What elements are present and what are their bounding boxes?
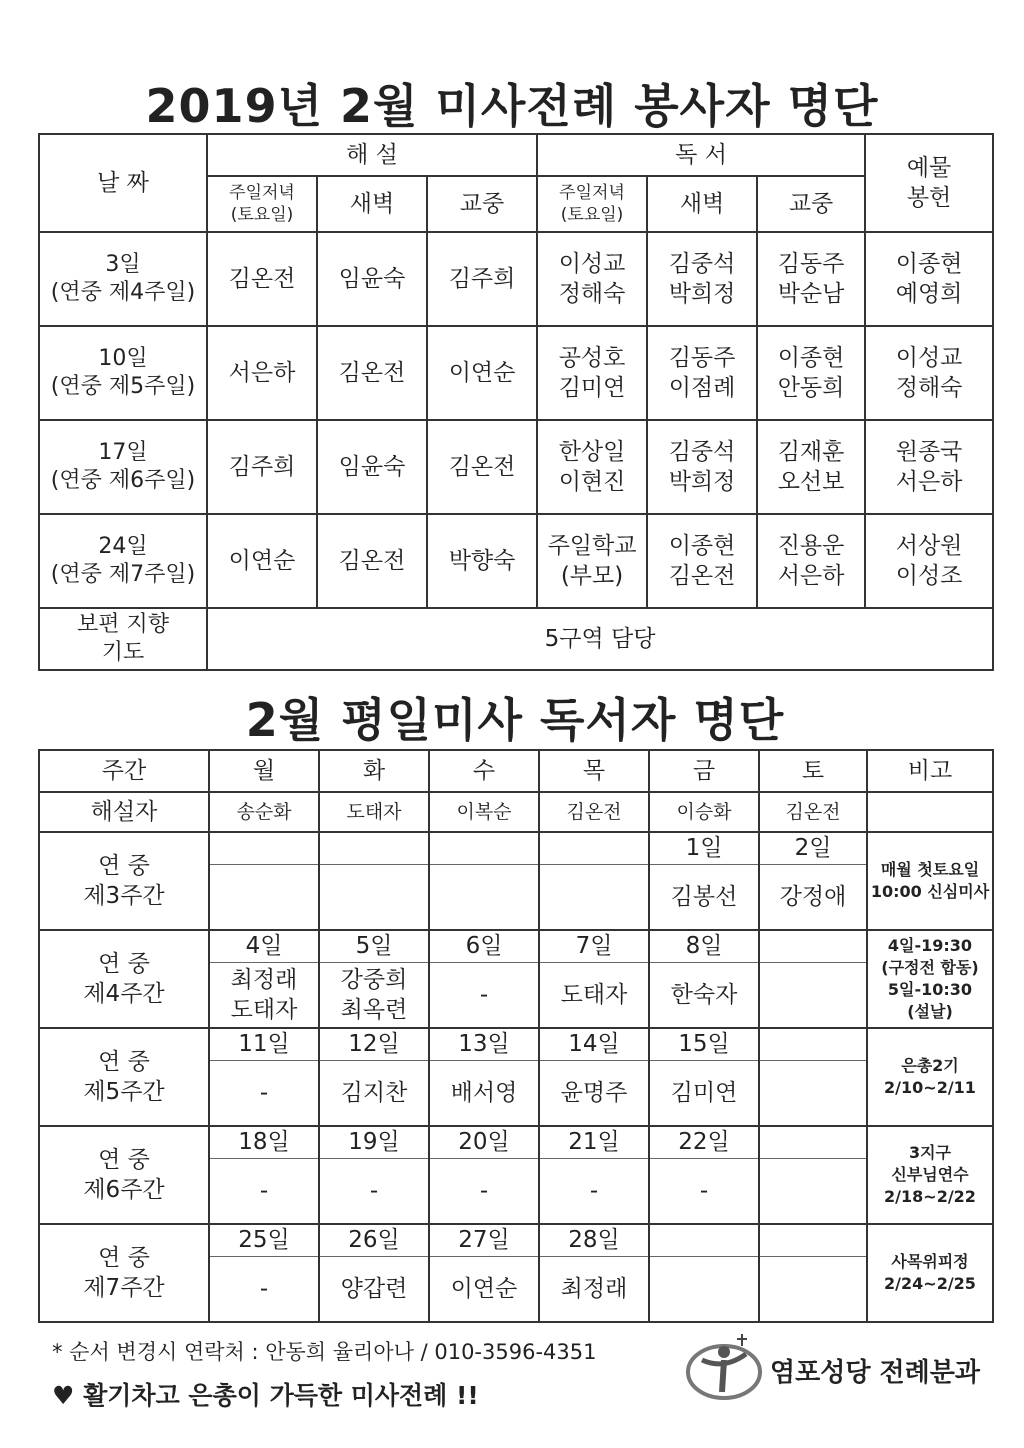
day-header: 월 bbox=[209, 750, 319, 792]
date-cell: 2일 bbox=[759, 832, 867, 864]
reader-cell: - bbox=[319, 1158, 429, 1224]
date-cell: 22일 bbox=[649, 1126, 759, 1158]
reader-cell: 배서영 bbox=[429, 1060, 539, 1126]
date-cell: 19일 bbox=[319, 1126, 429, 1158]
weekday-title: 2월 평일미사 독서자 명단 bbox=[245, 693, 785, 747]
slogan: ♥ 활기차고 은총이 가득한 미사전례 !! bbox=[52, 1381, 479, 1410]
day-header: 화 bbox=[319, 750, 429, 792]
organization-name: 염포성당 전례분과 bbox=[770, 1358, 980, 1388]
date-cell: 18일 bbox=[209, 1126, 319, 1158]
date-cell: 14일 bbox=[539, 1028, 649, 1060]
table-row bbox=[39, 232, 993, 326]
note-cell: 사목위피정 2/24~2/25 bbox=[867, 1224, 993, 1322]
reader-cell: 진용운 서은하 bbox=[757, 514, 865, 608]
commentator-cell: 김주희 bbox=[207, 420, 317, 514]
date-cell: 4일 bbox=[209, 930, 319, 962]
week-label: 연 중 제4주간 bbox=[39, 930, 209, 1028]
date-cell: 20일 bbox=[429, 1126, 539, 1158]
date-cell: 13일 bbox=[429, 1028, 539, 1060]
date-cell bbox=[759, 1028, 867, 1060]
prayer-row bbox=[39, 608, 993, 670]
commentator-cell: 임윤숙 bbox=[317, 420, 427, 514]
sub-header-school: 교중 bbox=[427, 176, 537, 232]
date-cell: 5일 bbox=[319, 930, 429, 962]
day-header: 수 bbox=[429, 750, 539, 792]
prayer-value: 5구역 담당 bbox=[207, 608, 993, 670]
reader-cell: 최정래 bbox=[539, 1256, 649, 1322]
date-cell: 28일 bbox=[539, 1224, 649, 1256]
note-cell bbox=[867, 792, 993, 832]
reader-cell bbox=[649, 1256, 759, 1322]
reader-cell: 이연순 bbox=[429, 1256, 539, 1322]
offering-header: 예물 봉헌 bbox=[865, 134, 993, 232]
day-header: 토 bbox=[759, 750, 867, 792]
cross-figure-logo-icon bbox=[684, 1330, 764, 1402]
commentator-cell: 김온전 bbox=[759, 792, 867, 832]
reader-cell: - bbox=[209, 1060, 319, 1126]
reader-cell: - bbox=[209, 1256, 319, 1322]
reader-cell: 강정애 bbox=[759, 864, 867, 930]
reader-cell: 김중석 박희정 bbox=[647, 420, 757, 514]
date-cell: 10일 (연중 제5주일) bbox=[39, 326, 207, 420]
date-cell: 7일 bbox=[539, 930, 649, 962]
note-cell: 4일-19:30 (구정전 합동) 5일-10:30 (설날) bbox=[867, 930, 993, 1028]
date-cell: 8일 bbox=[649, 930, 759, 962]
week-label: 연 중 제7주간 bbox=[39, 1224, 209, 1322]
prayer-label: 보편 지향 기도 bbox=[39, 608, 207, 670]
note-header: 비고 bbox=[867, 750, 993, 792]
sub-header-dawn: 새벽 bbox=[647, 176, 757, 232]
week-label: 연 중 제6주간 bbox=[39, 1126, 209, 1224]
note-cell: 매월 첫토요일 10:00 신심미사 bbox=[867, 832, 993, 930]
offering-cell: 이성교 정해숙 bbox=[865, 326, 993, 420]
note-cell: 은총2기 2/10~2/11 bbox=[867, 1028, 993, 1126]
reader-cell bbox=[429, 864, 539, 930]
reader-cell bbox=[759, 962, 867, 1028]
reader-cell: 김중석 박희정 bbox=[647, 232, 757, 326]
reader-cell: 윤명주 bbox=[539, 1060, 649, 1126]
reader-cell: 김봉선 bbox=[649, 864, 759, 930]
date-cell bbox=[429, 832, 539, 864]
weekday-reader-table bbox=[38, 749, 994, 1323]
reader-cell: 강중희 최옥련 bbox=[319, 962, 429, 1028]
week-label: 연 중 제5주간 bbox=[39, 1028, 209, 1126]
reader-cell: 양갑련 bbox=[319, 1256, 429, 1322]
date-cell: 6일 bbox=[429, 930, 539, 962]
offering-cell: 원종국 서은하 bbox=[865, 420, 993, 514]
reader-cell: 이종현 안동희 bbox=[757, 326, 865, 420]
week-header: 주간 bbox=[39, 750, 209, 792]
commentator-cell: 김온전 bbox=[317, 514, 427, 608]
reader-cell: 주일학교 (부모) bbox=[537, 514, 647, 608]
reader-cell bbox=[759, 1060, 867, 1126]
reader-cell: - bbox=[209, 1158, 319, 1224]
week-label: 연 중 제3주간 bbox=[39, 832, 209, 930]
date-cell bbox=[759, 1224, 867, 1256]
reader-cell: 이종현 김온전 bbox=[647, 514, 757, 608]
date-cell: 24일 (연중 제7주일) bbox=[39, 514, 207, 608]
commentator-cell: 임윤숙 bbox=[317, 232, 427, 326]
date-cell: 25일 bbox=[209, 1224, 319, 1256]
page-title: 2019년 2월 미사전례 봉사자 명단 bbox=[145, 79, 879, 133]
commentator-cell: 김온전 bbox=[207, 232, 317, 326]
date-cell bbox=[319, 832, 429, 864]
reader-cell bbox=[209, 864, 319, 930]
date-cell bbox=[649, 1224, 759, 1256]
contact-note: * 순서 변경시 연락처 : 안동희 율리아나 / 010-3596-4351 bbox=[52, 1340, 597, 1364]
reader-cell: 김지찬 bbox=[319, 1060, 429, 1126]
reader-cell bbox=[759, 1256, 867, 1322]
note-cell: 3지구 신부님연수 2/18~2/22 bbox=[867, 1126, 993, 1224]
table-row bbox=[39, 514, 993, 608]
commentator-cell: 이복순 bbox=[429, 792, 539, 832]
commentator-cell: 송순화 bbox=[209, 792, 319, 832]
reader-cell bbox=[319, 864, 429, 930]
offering-cell: 서상원 이성조 bbox=[865, 514, 993, 608]
offering-cell: 이종현 예영희 bbox=[865, 232, 993, 326]
table-row bbox=[39, 420, 993, 514]
reader-cell bbox=[759, 1158, 867, 1224]
reader-cell: 한숙자 bbox=[649, 962, 759, 1028]
reader-cell: - bbox=[539, 1158, 649, 1224]
date-cell: 21일 bbox=[539, 1126, 649, 1158]
table-row bbox=[39, 326, 993, 420]
reader-cell: 김미연 bbox=[649, 1060, 759, 1126]
commentator-cell: 이승화 bbox=[649, 792, 759, 832]
date-cell: 12일 bbox=[319, 1028, 429, 1060]
reader-cell: 김재훈 오선보 bbox=[757, 420, 865, 514]
sub-header-saturday-evening: 주일저녁 (토요일) bbox=[537, 176, 647, 232]
date-cell bbox=[759, 1126, 867, 1158]
commentator-cell: 김온전 bbox=[539, 792, 649, 832]
reader-cell: 김동주 이점례 bbox=[647, 326, 757, 420]
day-header: 금 bbox=[649, 750, 759, 792]
reader-cell: - bbox=[649, 1158, 759, 1224]
sub-header-saturday-evening: 주일저녁 (토요일) bbox=[207, 176, 317, 232]
sunday-ministry-table bbox=[38, 133, 994, 671]
commentator-label: 해설자 bbox=[39, 792, 209, 832]
reader-cell: 김동주 박순남 bbox=[757, 232, 865, 326]
commentator-cell: 이연순 bbox=[427, 326, 537, 420]
reader-cell: 최정래 도태자 bbox=[209, 962, 319, 1028]
reader-cell bbox=[539, 864, 649, 930]
date-cell: 17일 (연중 제6주일) bbox=[39, 420, 207, 514]
date-cell bbox=[539, 832, 649, 864]
date-cell bbox=[209, 832, 319, 864]
date-cell: 1일 bbox=[649, 832, 759, 864]
commentary-header: 해 설 bbox=[207, 134, 537, 176]
commentator-cell: 이연순 bbox=[207, 514, 317, 608]
reader-cell: 이성교 정해숙 bbox=[537, 232, 647, 326]
sub-header-dawn: 새벽 bbox=[317, 176, 427, 232]
date-cell: 15일 bbox=[649, 1028, 759, 1060]
date-cell bbox=[759, 930, 867, 962]
day-header: 목 bbox=[539, 750, 649, 792]
commentator-cell: 김온전 bbox=[427, 420, 537, 514]
commentator-cell: 도태자 bbox=[319, 792, 429, 832]
commentator-cell: 박향숙 bbox=[427, 514, 537, 608]
date-cell: 3일 (연중 제4주일) bbox=[39, 232, 207, 326]
reader-cell: 공성호 김미연 bbox=[537, 326, 647, 420]
date-header: 날 짜 bbox=[39, 134, 207, 232]
commentator-cell: 김주희 bbox=[427, 232, 537, 326]
date-cell: 26일 bbox=[319, 1224, 429, 1256]
reader-cell: - bbox=[429, 1158, 539, 1224]
reader-cell: 한상일 이현진 bbox=[537, 420, 647, 514]
reader-cell: - bbox=[429, 962, 539, 1028]
reader-cell: 도태자 bbox=[539, 962, 649, 1028]
commentator-cell: 서은하 bbox=[207, 326, 317, 420]
sub-header-school: 교중 bbox=[757, 176, 865, 232]
date-cell: 27일 bbox=[429, 1224, 539, 1256]
reading-header: 독 서 bbox=[537, 134, 865, 176]
commentator-cell: 김온전 bbox=[317, 326, 427, 420]
date-cell: 11일 bbox=[209, 1028, 319, 1060]
